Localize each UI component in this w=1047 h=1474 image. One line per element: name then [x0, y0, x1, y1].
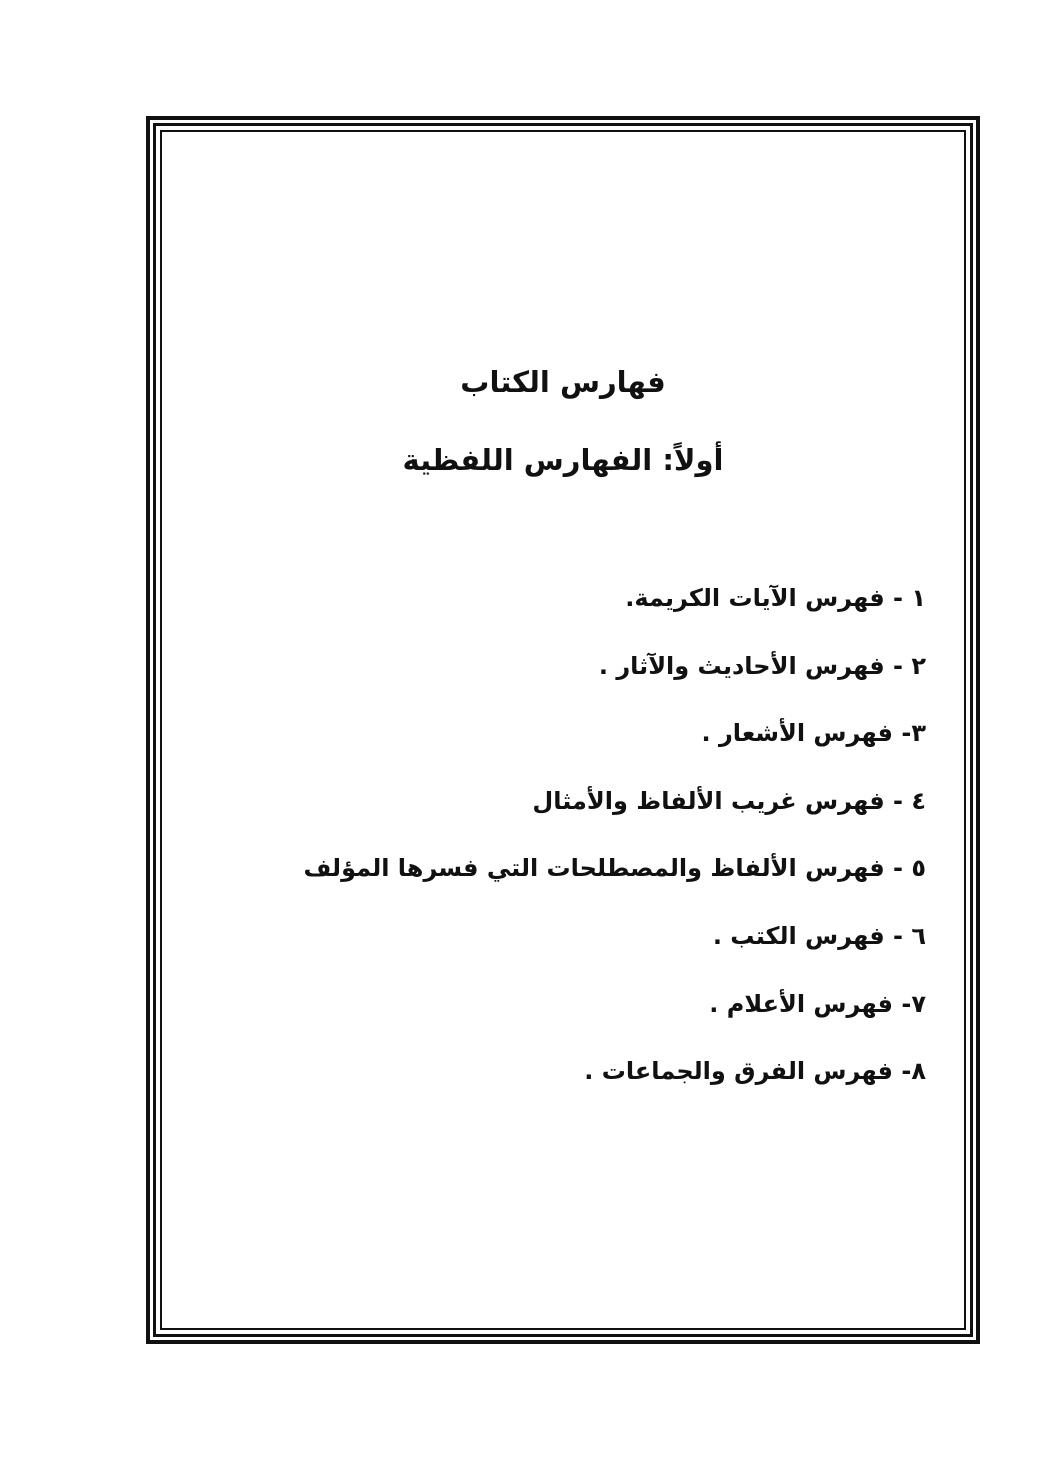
page-title: فهارس الكتاب: [460, 365, 666, 399]
index-item-hadiths: ٢ - فهرس الأحاديث والآثار .: [598, 651, 926, 680]
section-subtitle: أولاً: الفهارس اللفظية: [402, 443, 724, 477]
index-list: [170, 580, 926, 1121]
index-item-poems: ٣- فهرس الأشعار .: [701, 719, 926, 748]
index-item-rare-words: ٤ - فهرس غريب الألفاظ والأمثال: [532, 786, 926, 815]
page-content: [170, 140, 956, 1320]
index-item-books: ٦ - فهرس الكتب .: [712, 921, 926, 950]
index-item-terms: ٥ - فهرس الألفاظ والمصطلحات التي فسرها المؤلف: [303, 854, 926, 883]
index-item-sects: ٨- فهرس الفرق والجماعات .: [584, 1057, 926, 1086]
index-item-quran-verses: ١ - فهرس الآيات الكريمة.: [625, 584, 926, 612]
index-item-people: ٧- فهرس الأعلام .: [709, 989, 926, 1018]
